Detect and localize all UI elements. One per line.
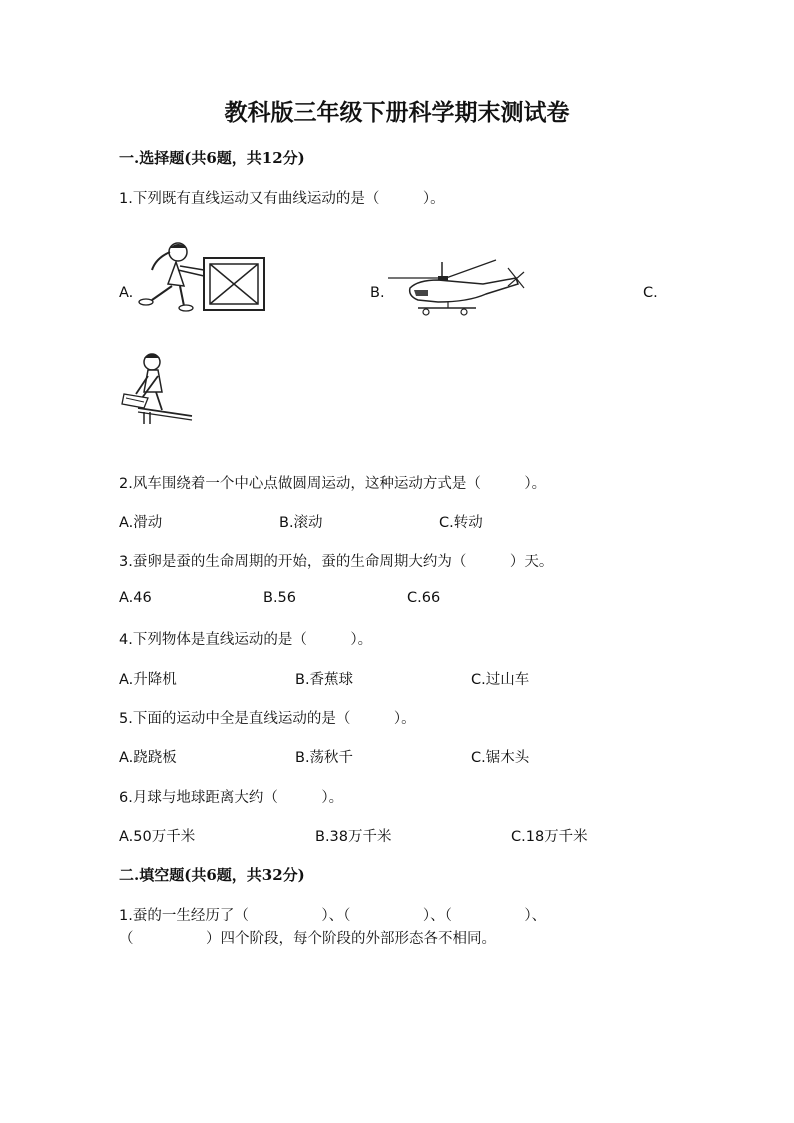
page-title: 教科版三年级下册科学期末测试卷 bbox=[224, 99, 570, 126]
question-1-text: 1.下列既有直线运动又有曲线运动的是（ ）。 bbox=[119, 191, 445, 207]
question-5-option-c[interactable]: C.锯木头 bbox=[471, 750, 530, 766]
question-4-text: 4.下列物体是直线运动的是（ ）。 bbox=[119, 632, 373, 648]
question-1-option-b[interactable]: B. bbox=[370, 285, 385, 301]
question-5-option-b[interactable]: B.荡秋千 bbox=[295, 750, 354, 766]
fill-question-1-line-2: （ ）四个阶段，每个阶段的外部形态各不相同。 bbox=[119, 931, 496, 947]
question-6-text: 6.月球与地球距离大约（ ）。 bbox=[119, 790, 344, 806]
boy-sawing-wood-image bbox=[118, 348, 192, 424]
question-4-option-b[interactable]: B.香蕉球 bbox=[295, 672, 354, 688]
question-4-option-a[interactable]: A.升降机 bbox=[119, 672, 177, 688]
helicopter-image bbox=[388, 258, 528, 318]
section-heading-choice: 一.选择题(共6题，共12分) bbox=[119, 149, 305, 167]
question-3-option-a[interactable]: A.46 bbox=[119, 590, 152, 606]
question-5-text: 5.下面的运动中全是直线运动的是（ ）。 bbox=[119, 711, 416, 727]
question-2-option-b[interactable]: B.滚动 bbox=[279, 515, 323, 531]
question-2-option-a[interactable]: A.滑动 bbox=[119, 515, 163, 531]
question-6-option-b[interactable]: B.38万千米 bbox=[315, 829, 392, 845]
question-6-option-c[interactable]: C.18万千米 bbox=[511, 829, 588, 845]
question-3-text: 3.蚕卵是蚕的生命周期的开始，蚕的生命周期大约为（ ）天。 bbox=[119, 554, 554, 570]
question-1-option-c[interactable]: C. bbox=[643, 285, 658, 301]
girl-pushing-box-image bbox=[134, 240, 269, 314]
fill-question-1-line-1: 1.蚕的一生经历了（ ）、（ ）、（ ）、 bbox=[119, 908, 547, 924]
question-4-option-c[interactable]: C.过山车 bbox=[471, 672, 530, 688]
section-heading-fill: 二.填空题(共6题，共32分) bbox=[119, 866, 305, 884]
question-6-option-a[interactable]: A.50万千米 bbox=[119, 829, 196, 845]
question-1-option-a[interactable]: A. bbox=[119, 285, 134, 301]
question-3-option-c[interactable]: C.66 bbox=[407, 590, 441, 606]
question-2-option-c[interactable]: C.转动 bbox=[439, 515, 483, 531]
question-5-option-a[interactable]: A.跷跷板 bbox=[119, 750, 177, 766]
question-2-text: 2.风车围绕着一个中心点做圆周运动，这种运动方式是（ ）。 bbox=[119, 476, 547, 492]
question-3-option-b[interactable]: B.56 bbox=[263, 590, 297, 606]
